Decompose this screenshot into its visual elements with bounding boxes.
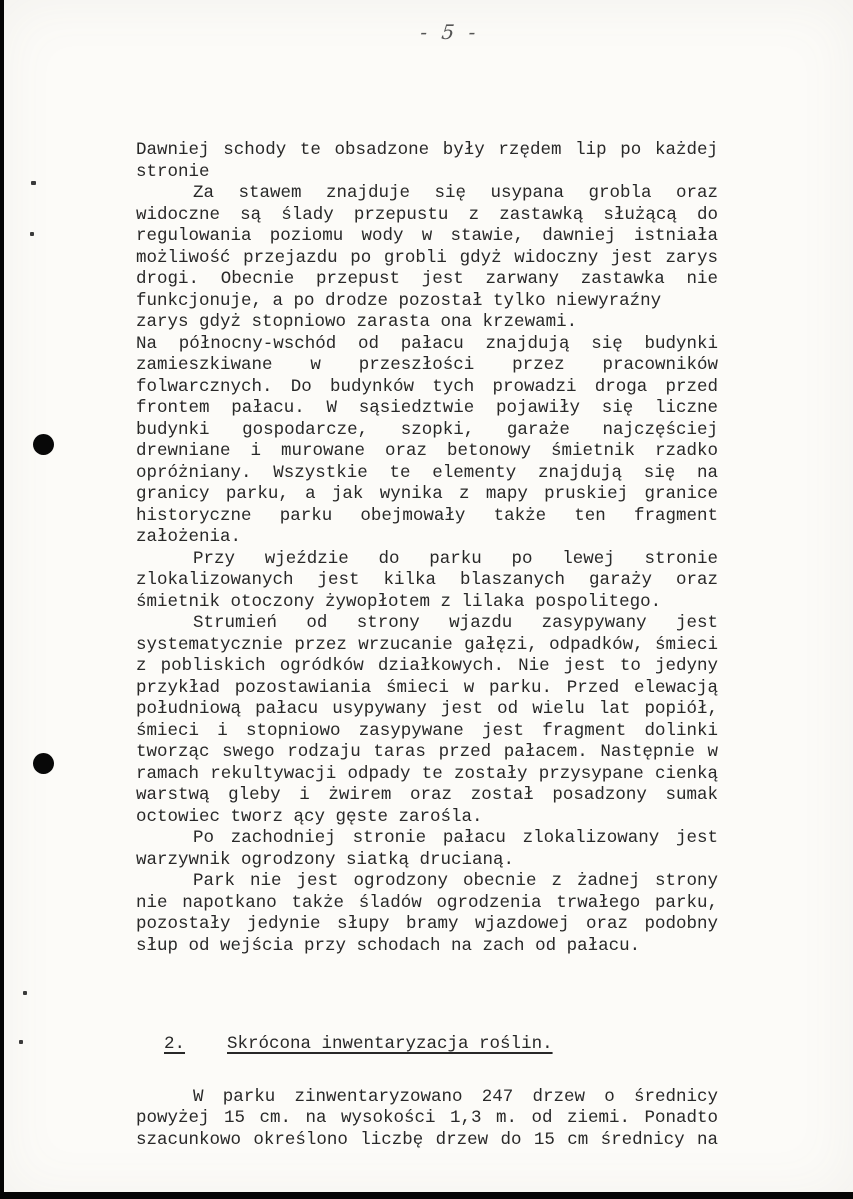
- text-line: Przy wjeździe do parku po lewej stronie: [193, 548, 718, 569]
- text-line: systematycznie przez wrzucanie gałęzi, odpadków, śmieci: [136, 634, 718, 655]
- text-line: Na północny-wschód od pałacu znajdują się budynki: [136, 333, 718, 354]
- text-line: śmietnik otoczony żywopłotem z lilaka pospolitego.: [136, 591, 662, 612]
- text-line: Za stawem znajduje się usypana grobla oraz: [193, 183, 718, 203]
- text-line: funkcjonuje, a po drodze pozostał tylko niewyraźny: [136, 290, 662, 311]
- paragraph: [136, 140, 718, 183]
- punch-hole-bottom: [33, 753, 54, 774]
- text-line: zlokalizowanych jest kilka blaszanych garaży oraz: [136, 570, 718, 590]
- scan-edge-bottom: [0, 1192, 853, 1199]
- text-body: [136, 140, 718, 1151]
- section-heading: [136, 1034, 718, 1056]
- text-line: nie napotkano także śladów ogrodzenia trwałego parku,: [136, 892, 718, 913]
- text-line: historyczne parku obejmowały także ten fragment: [136, 505, 718, 526]
- text-line: widoczne są ślady przepustu z zastawką służącą do: [136, 204, 718, 225]
- paragraph: [136, 549, 718, 614]
- text-line: słup od wejścia przy schodach na zach od pałacu.: [136, 935, 641, 956]
- paragraph: [136, 334, 718, 549]
- text-line: z pobliskich ogródków działkowych. Nie jest to jedyny: [136, 656, 718, 676]
- margin-speck: [19, 1040, 23, 1044]
- text-line: folwarcznych. Do budynków tych prowadzi droga przed: [136, 376, 718, 397]
- text-line: południową pałacu usypywany jest od wielu lat popiół,: [136, 699, 718, 719]
- section-number: 2.: [164, 1034, 186, 1054]
- margin-speck: [30, 232, 34, 236]
- text-line: stronie: [136, 161, 210, 182]
- margin-speck: [23, 991, 27, 995]
- text-line: opróżniany. Wszystkie te elementy znajdują się na: [136, 462, 718, 483]
- text-line: W parku zinwentaryzowano 247 drzew o średnicy: [193, 1086, 718, 1107]
- text-line: szacunkowo określono liczbę drzew do 15 cm średnicy na: [136, 1129, 718, 1150]
- text-line: warstwą gleby i żwirem oraz został posadzony sumak: [136, 785, 718, 805]
- text-line: założenia.: [136, 527, 242, 547]
- text-line: budynki gospodarcze, szopki, garaże najczęściej: [136, 419, 718, 440]
- text-line: granicy parku, a jak wynika z mapy pruskiej granice: [136, 484, 718, 504]
- text-line: powyżej 15 cm. na wysokości 1,3 m. od ziemi. Ponadto: [136, 1108, 718, 1128]
- paragraph: [136, 871, 718, 957]
- text-line: regulowania poziomu wody w stawie, dawniej istniała: [136, 226, 718, 246]
- text-line: Dawniej schody te obsadzone były rzędem lip po każdej: [136, 140, 718, 160]
- punch-hole-top: [33, 434, 54, 455]
- paragraph: [136, 1087, 718, 1152]
- text-line: zamieszkiwane w przeszłości przez pracowników: [136, 355, 718, 375]
- text-line: śmieci i stopniowo zasypywane jest fragment dolinki: [136, 720, 718, 741]
- text-line: drewniane i murowane oraz betonowy śmietnik rzadko: [136, 441, 718, 461]
- text-line: warzywnik ogrodzony siatką drucianą.: [136, 849, 515, 870]
- text-line: drogi. Obecnie przepust jest zarwany zastawka nie: [136, 269, 718, 289]
- text-line: ramach rekultywacji odpady te zostały przysypane cienką: [136, 763, 718, 784]
- text-line: pozostały jedynie słupy bramy wjazdowej oraz podobny: [136, 914, 718, 934]
- text-line: możliwość przejazdu po grobli gdyż widoczny jest zarys: [136, 247, 718, 268]
- paragraph: [136, 183, 718, 334]
- text-line: zarys gdyż stopniowo zarasta ona krzewami.: [136, 312, 578, 332]
- margin-speck: [31, 181, 36, 185]
- text-line: Po zachodniej stronie pałacu zlokalizowany jest: [193, 828, 718, 848]
- section-title: Skrócona inwentaryzacja roślin.: [227, 1034, 553, 1054]
- text-line: przykład pozostawiania śmieci w parku. Przed elewacją: [136, 677, 718, 698]
- paragraph: [136, 613, 718, 828]
- text-line: Strumień od strony wjazdu zasypywany jest: [193, 613, 718, 633]
- scan-edge-left: [0, 0, 4, 1199]
- text-line: octowiec tworz ący gęste zarośla.: [136, 806, 483, 827]
- paragraph: [136, 828, 718, 871]
- text-line: tworząc swego rodzaju taras przed pałacem. Następnie w: [136, 742, 718, 762]
- page-number: - 5 -: [419, 20, 481, 44]
- text-line: frontem pałacu. W sąsiedztwie pojawiły się liczne: [136, 398, 718, 418]
- text-line: Park nie jest ogrodzony obecnie z żadnej strony: [193, 871, 718, 891]
